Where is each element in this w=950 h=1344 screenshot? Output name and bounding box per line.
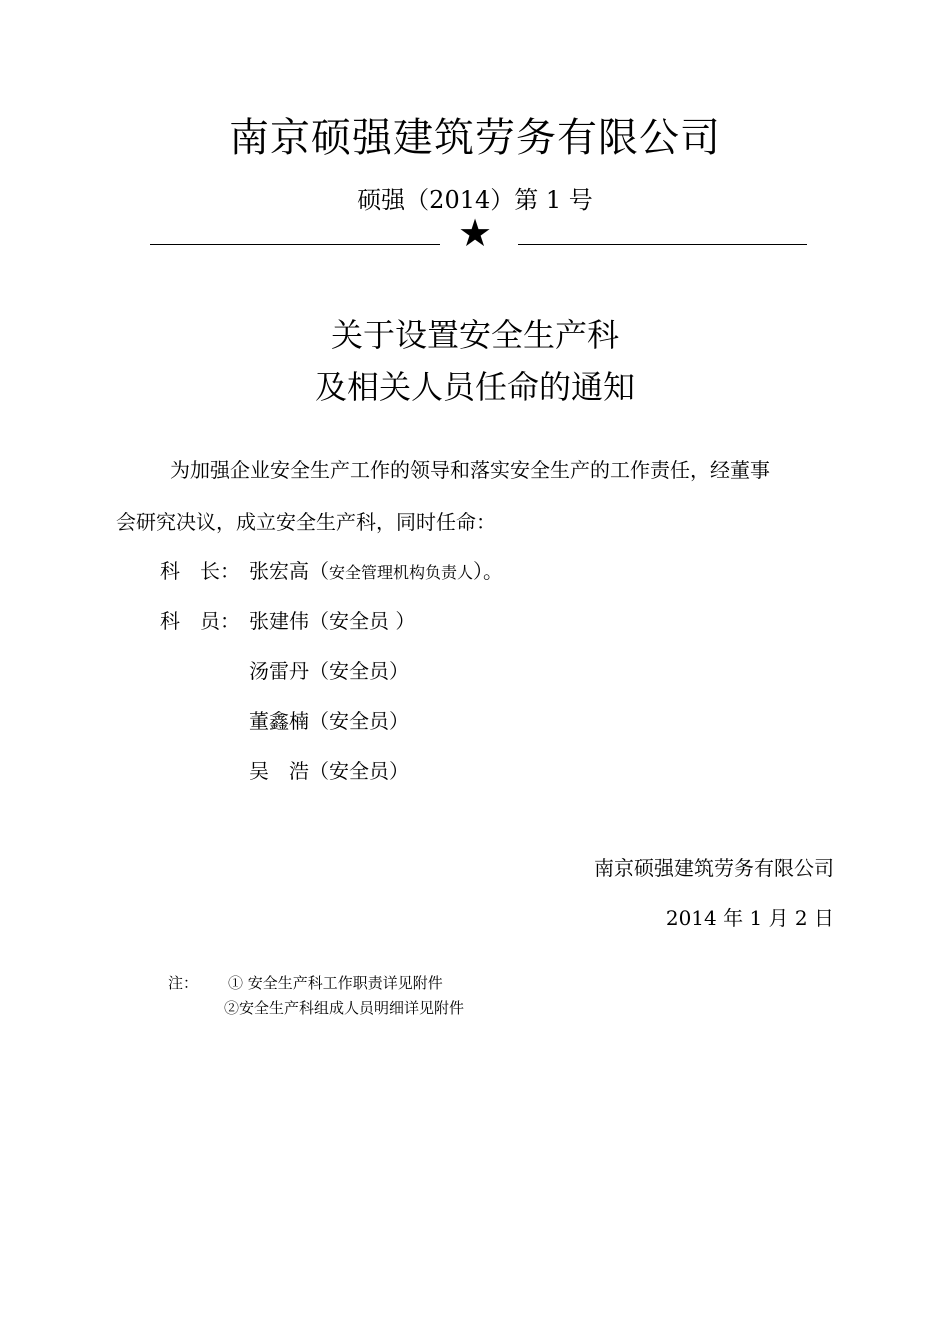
signature-org: 南京硕强建筑劳务有限公司 — [594, 856, 834, 880]
chief-suffix: ）。 — [473, 559, 504, 583]
chief-entry — [249, 555, 503, 584]
chief-role-note: 安全管理机构负责人 — [329, 563, 474, 582]
note-item: ① 安全生产科工作职责详见附件 — [228, 974, 443, 992]
chief-label: 科 长： — [160, 559, 240, 583]
member-entry: 吴 浩（安全员） — [249, 759, 409, 783]
member-label: 科 员： — [160, 609, 240, 633]
document-number: 硕强（2014）第 1 号 — [357, 186, 593, 214]
member-entry: 董鑫楠（安全员） — [249, 709, 409, 733]
star-icon: ★ — [458, 211, 493, 255]
chief-name: 张宏高（ — [249, 559, 329, 583]
divider-line-right — [518, 244, 807, 245]
notice-title-line-2: 及相关人员任命的通知 — [314, 368, 635, 406]
note-item: ②安全生产科组成人员明细详见附件 — [224, 999, 465, 1017]
divider-line-left — [150, 244, 440, 245]
member-entry: 张建伟（安全员 ） — [249, 609, 416, 633]
note-label: 注： — [168, 974, 199, 992]
body-paragraph-line-1: 为加强企业安全生产工作的领导和落实安全生产的工作责任，经董事 — [170, 458, 770, 482]
member-entry: 汤雷丹（安全员） — [249, 659, 409, 683]
notice-title-line-1: 关于设置安全生产科 — [330, 316, 619, 354]
org-title: 南京硕强建筑劳务有限公司 — [229, 115, 721, 161]
body-paragraph-line-2: 会研究决议，成立安全生产科，同时任命： — [116, 510, 496, 534]
issue-date: 2014 年 1 月 2 日 — [665, 906, 834, 930]
